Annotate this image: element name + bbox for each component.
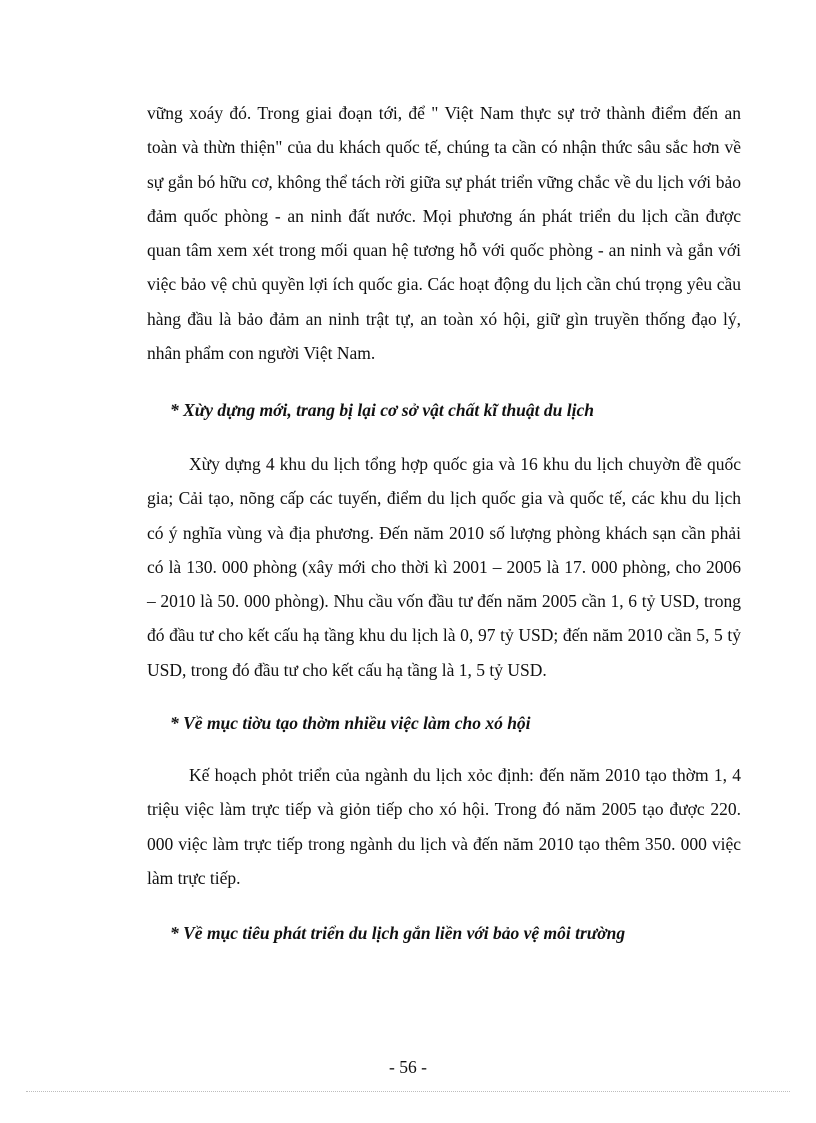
- page-number: - 56 -: [389, 1057, 427, 1077]
- body-paragraph: Kế hoạch phỏt triển của ngành du lịch xỏc định: đến năm 2010 tạo thờm 1, 4 triệu việc làm trực tiếp và giỏn tiếp cho xó hội. Trong đó năm 2005 tạo được 220. 000 việc làm trực tiếp trong ngành du lịch và đến năm 2010 tạo thêm 350. 000 việc làm trực tiếp.: [147, 765, 741, 888]
- section-heading: * Về mục tiêu phát triển du lịch gắn liền với bảo vệ môi trường: [170, 923, 626, 943]
- body-paragraph: Xừy dựng 4 khu du lịch tổng hợp quốc gia và 16 khu du lịch chuyờn đề quốc gia; Cải tạo, nõng cấp các tuyến, điểm du lịch quốc gia và quốc tế, các khu du lịch có ý nghĩa vùng và địa phương. Đến năm 2010 số lượng phòng khách sạn cần phải có là 130. 000 phòng (xây mới cho thời kì 2001 – 2005 là 17. 000 phòng, cho 2006 – 2010 là 50. 000 phòng). Nhu cầu vốn đầu tư đến năm 2005 cần 1, 6 tỷ USD, trong đó đầu tư cho kết cấu hạ tầng khu du lịch là 0, 97 tỷ USD; đến năm 2010 cần 5, 5 tỷ USD, trong đó đầu tư cho kết cấu hạ tầng là 1, 5 tỷ USD.: [147, 454, 741, 680]
- body-paragraph: vững xoáy đó. Trong giai đoạn tới, để " Việt Nam thực sự trở thành điểm đến an toàn và thừn thiện" của du khách quốc tế, chúng ta cần có nhận thức sâu sắc hơn về sự gắn bó hữu cơ, không thể tách rời giữa sự phát triển vững chắc về du lịch với bảo đảm quốc phòng - an ninh đất nước. Mọi phương án phát triển du lịch cần được quan tâm xem xét trong mối quan hệ tương hỗ với quốc phòng - an ninh và gắn với việc bảo vệ chủ quyền lợi ích quốc gia. Các hoạt động du lịch cần chú trọng yêu cầu hàng đầu là bảo đảm an ninh trật tự, an toàn xó hội, giữ gìn truyền thống đạo lý, nhân phẩm con người Việt Nam.: [147, 103, 741, 364]
- page-bottom-divider: [26, 1091, 790, 1092]
- section-heading: * Xừy dựng mới, trang bị lại cơ sở vật chất kĩ thuật du lịch: [170, 400, 594, 420]
- section-heading: * Về mục tiờu tạo thờm nhiều việc làm cho xó hội: [170, 713, 531, 733]
